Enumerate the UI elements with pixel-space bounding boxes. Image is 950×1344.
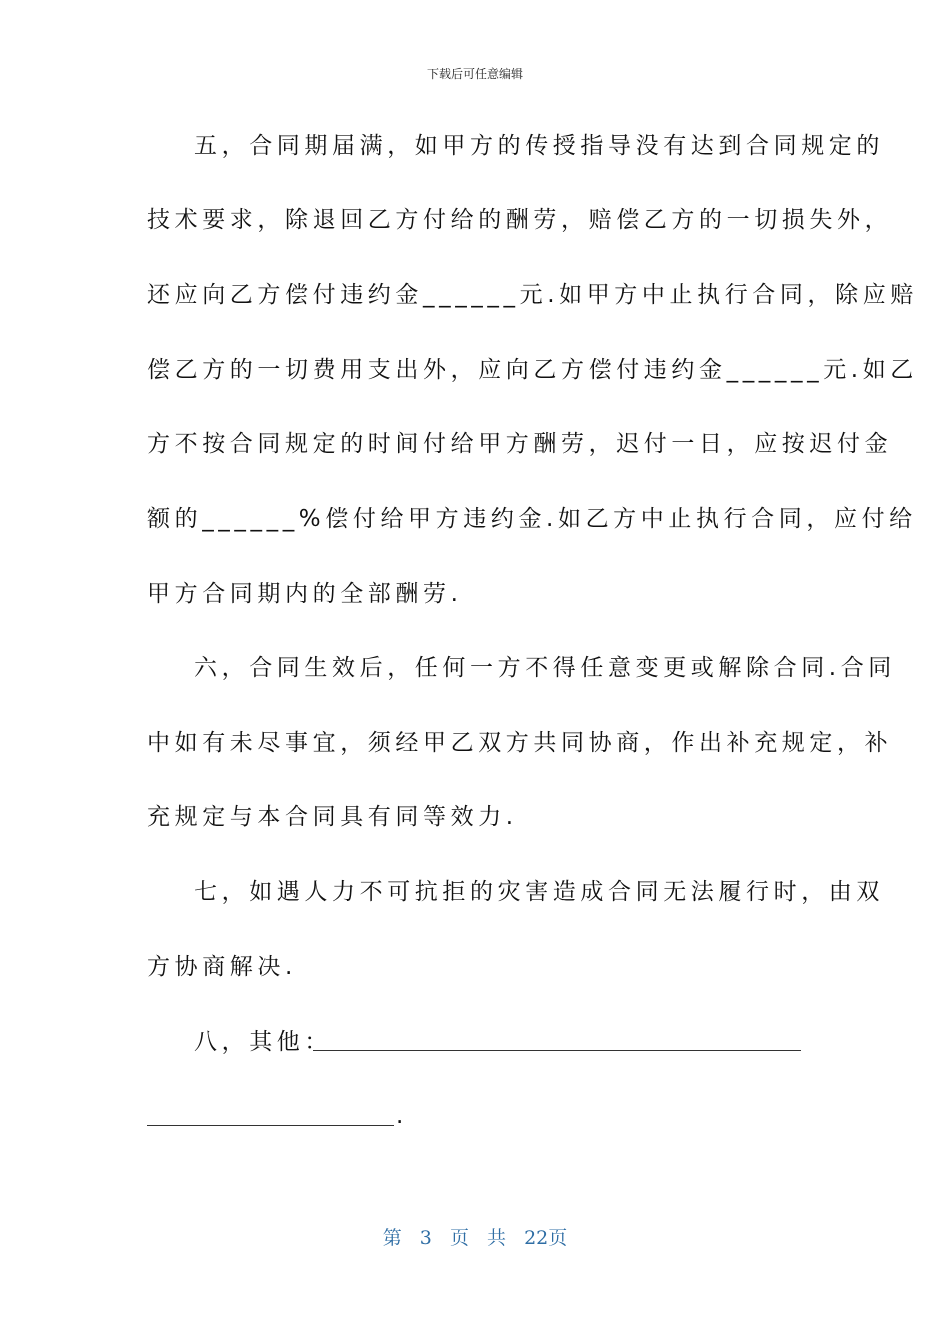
clause-7-line-2: 方协商解决. (147, 954, 297, 980)
clause-8-blank-line-1 (313, 1050, 801, 1051)
clause-8-blank-line-2 (147, 1125, 394, 1126)
page-number-footer (0, 1226, 950, 1250)
clause-8-label: 八，其他： (194, 1029, 332, 1055)
clause-8-end-period: . (396, 1103, 408, 1129)
clause-5-line-6: 额的______%偿付给甲方违约金.如乙方中止执行合同，应付给 (147, 506, 917, 532)
clause-6-line-3: 充规定与本合同具有同等效力. (147, 804, 518, 830)
footer-prefix: 第 (382, 1227, 402, 1249)
clause-5-line-7: 甲方合同期内的全部酬劳. (147, 581, 463, 607)
footer-total-pages: 22页 (524, 1227, 568, 1249)
clause-7-line-1: 七，如遇人力不可抗拒的灾害造成合同无法履行时，由双 (194, 879, 884, 905)
clause-5-line-3: 还应向乙方偿付违约金______元.如甲方中止执行合同，除应赔 (147, 282, 918, 308)
footer-total-prefix: 共 (487, 1227, 507, 1249)
clause-6-line-1: 六，合同生效后，任何一方不得任意变更或解除合同.合同 (194, 655, 896, 681)
clause-5-line-2: 技术要求，除退回乙方付给的酬劳，赔偿乙方的一切损失外， (147, 207, 893, 233)
clause-6-line-2: 中如有未尽事宜，须经甲乙双方共同协商，作出补充规定，补 (147, 730, 893, 756)
clause-5-line-5: 方不按合同规定的时间付给甲方酬劳，迟付一日，应按迟付金 (147, 431, 893, 457)
page-header-note: 下载后可任意编辑 (426, 67, 523, 81)
clause-5-line-4: 偿乙方的一切费用支出外，应向乙方偿付违约金______元.如乙 (147, 357, 918, 383)
footer-middle: 页 (449, 1227, 469, 1249)
footer-page-number: 3 (419, 1227, 432, 1249)
clause-5-line-1: 五，合同期届满，如甲方的传授指导没有达到合同规定的 (194, 133, 884, 159)
